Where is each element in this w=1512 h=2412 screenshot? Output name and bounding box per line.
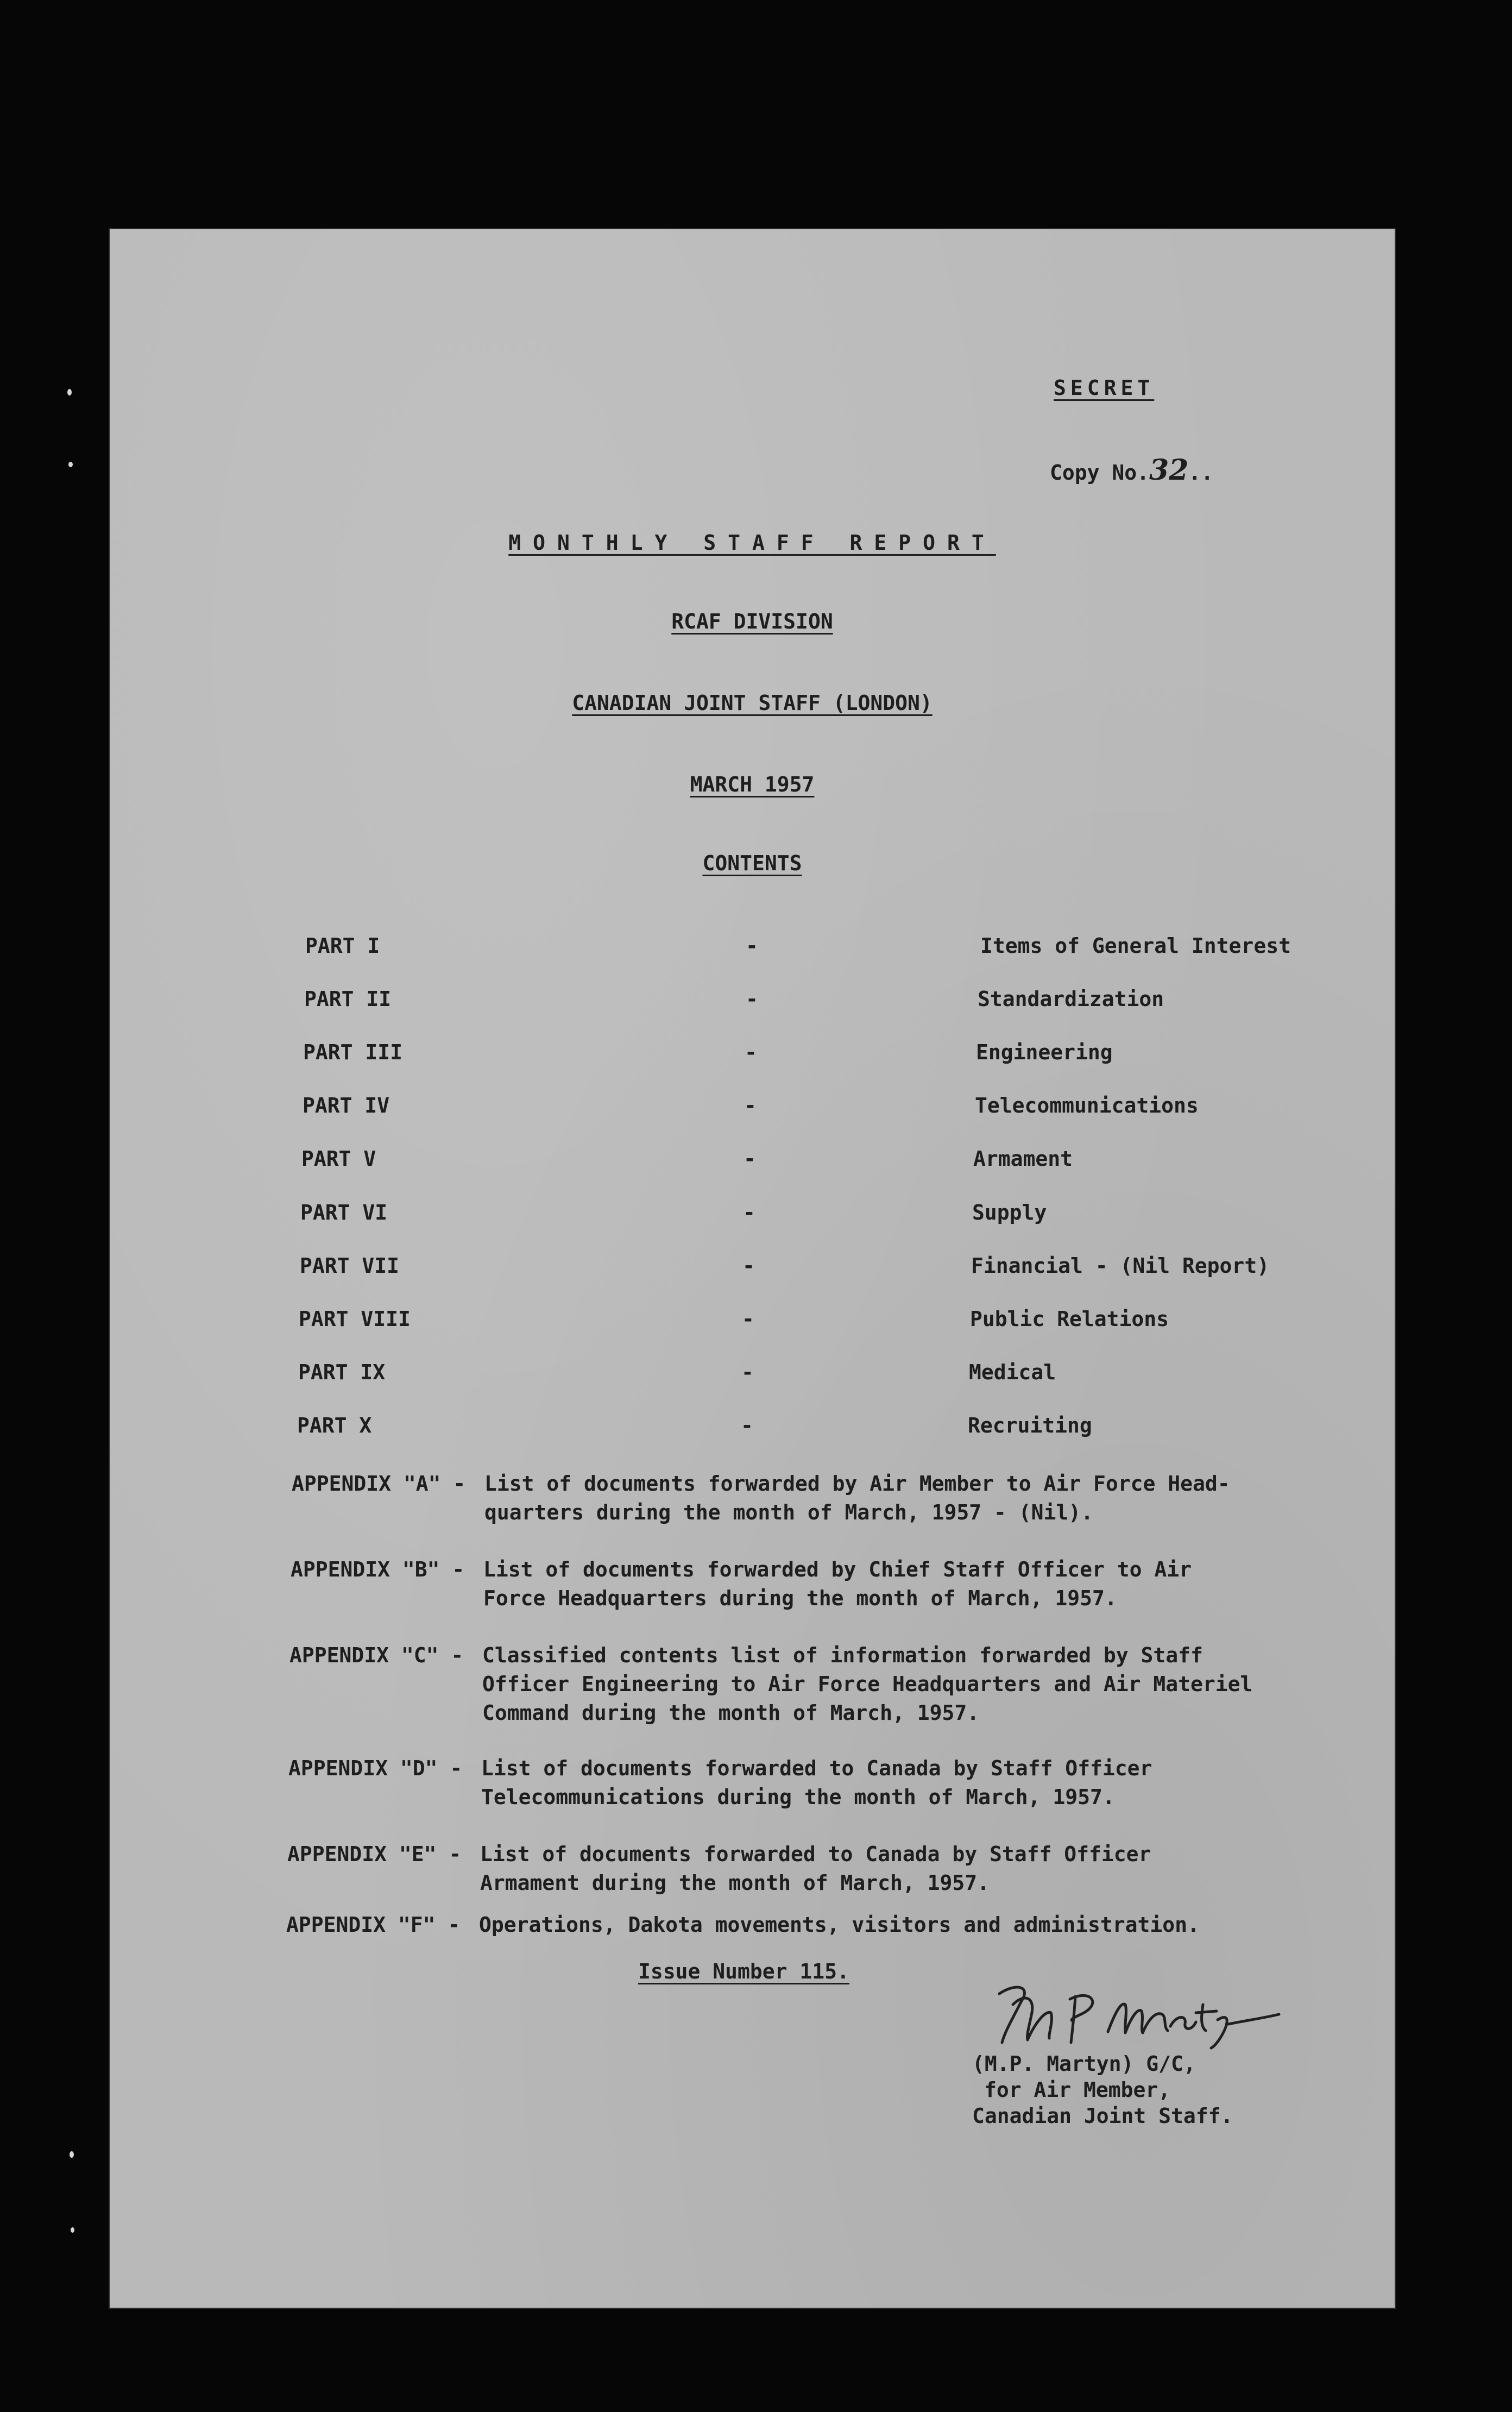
part-title: Engineering — [976, 1040, 1113, 1064]
part-dash: - — [744, 1147, 756, 1171]
appendix-description — [482, 1641, 1252, 1728]
part-dash: - — [742, 1254, 755, 1278]
appendix-line: Classified contents list of information forwarded by Staff — [482, 1643, 1203, 1667]
appendix-description — [483, 1555, 1192, 1613]
part-label: PART IV — [303, 1094, 390, 1117]
part-dash: - — [746, 934, 758, 958]
part-title: Financial - (Nil Report) — [971, 1254, 1270, 1278]
copy-number: 32 — [1149, 454, 1189, 487]
part-label: PART IX — [298, 1360, 386, 1384]
part-label: PART II — [304, 987, 392, 1011]
copy-number-line — [1050, 456, 1213, 485]
part-title: Recruiting — [968, 1414, 1092, 1437]
part-label: PART V — [301, 1147, 376, 1171]
appendix-description — [479, 1911, 1200, 1939]
part-label: PART III — [303, 1040, 403, 1064]
part-label: PART VI — [300, 1201, 388, 1224]
appendix-label: APPENDIX "D" - — [288, 1756, 463, 1780]
copy-label: Copy No. — [1050, 461, 1150, 485]
appendix-line: Telecommunications during the month of March, 1957. — [481, 1785, 1115, 1809]
appendix-line: List of documents forwarded by Chief Staff Officer to Air — [483, 1557, 1192, 1581]
part-dash: - — [743, 1201, 755, 1224]
appendix-line: Officer Engineering to Air Force Headquarters and Air Materiel — [482, 1672, 1253, 1696]
appendix-label: APPENDIX "B" - — [291, 1557, 465, 1581]
division-title: RCAF DIVISION — [671, 610, 833, 633]
margin-speck — [71, 2227, 74, 2233]
staff-title: CANADIAN JOINT STAFF (LONDON) — [572, 691, 933, 715]
part-dash: - — [745, 1040, 757, 1064]
margin-speck — [67, 389, 72, 395]
appendix-line: Operations, Dakota movements, visitors and administration. — [479, 1913, 1200, 1937]
part-label: PART X — [297, 1414, 372, 1437]
appendix-line: quarters during the month of March, 1957 - (Nil). — [484, 1500, 1094, 1524]
appendix-line: Command during the month of March, 1957. — [482, 1701, 980, 1725]
classification-marking: SECRET — [1054, 376, 1155, 400]
part-dash: - — [741, 1360, 754, 1384]
part-dash: - — [746, 987, 758, 1011]
part-dash: - — [742, 1307, 754, 1331]
appendix-line: Force Headquarters during the month of March, 1957. — [483, 1586, 1117, 1610]
signatory-org: Canadian Joint Staff. — [972, 2104, 1233, 2128]
appendix-label: APPENDIX "E" - — [287, 1842, 462, 1866]
appendix-line: Armament during the month of March, 1957. — [480, 1871, 990, 1895]
part-title: Standardization — [978, 987, 1164, 1011]
signatory-block — [972, 2051, 1233, 2129]
part-dash: - — [741, 1414, 753, 1437]
part-label: PART I — [305, 934, 380, 958]
part-title: Telecommunications — [975, 1094, 1199, 1117]
signatory-name: (M.P. Martyn) G/C, — [972, 2052, 1196, 2076]
part-title: Medical — [969, 1360, 1056, 1384]
copy-dots: .. — [1188, 461, 1214, 485]
part-title: Public Relations — [970, 1307, 1169, 1331]
part-label: PART VIII — [299, 1307, 411, 1331]
appendix-line: List of documents forwarded by Air Member to Air Force Head- — [484, 1472, 1230, 1496]
period-title: MARCH 1957 — [690, 772, 815, 796]
report-title: MONTHLY STAFF REPORT — [508, 531, 996, 555]
margin-speck — [70, 2151, 74, 2158]
margin-speck — [68, 462, 73, 467]
part-dash: - — [744, 1094, 757, 1117]
appendix-description — [481, 1754, 1152, 1812]
contents-heading: CONTENTS — [702, 851, 802, 875]
appendix-line: List of documents forwarded to Canada by Staff Officer — [481, 1756, 1152, 1780]
appendix-label: APPENDIX "A" - — [292, 1472, 466, 1496]
part-title: Armament — [973, 1147, 1073, 1171]
appendix-description — [480, 1840, 1151, 1898]
appendix-label: APPENDIX "F" - — [286, 1913, 461, 1937]
appendix-label: APPENDIX "C" - — [289, 1643, 464, 1667]
appendix-description — [484, 1469, 1230, 1527]
appendix-line: List of documents forwarded to Canada by Staff Officer — [480, 1842, 1151, 1866]
part-label: PART VII — [300, 1254, 400, 1278]
handwritten-signature — [983, 1972, 1287, 2053]
part-title: Supply — [972, 1201, 1047, 1224]
signatory-for: for Air Member, — [984, 2078, 1171, 2102]
part-title: Items of General Interest — [980, 934, 1291, 958]
document-page — [109, 228, 1396, 2309]
issue-number: Issue Number 115. — [638, 1959, 849, 1983]
